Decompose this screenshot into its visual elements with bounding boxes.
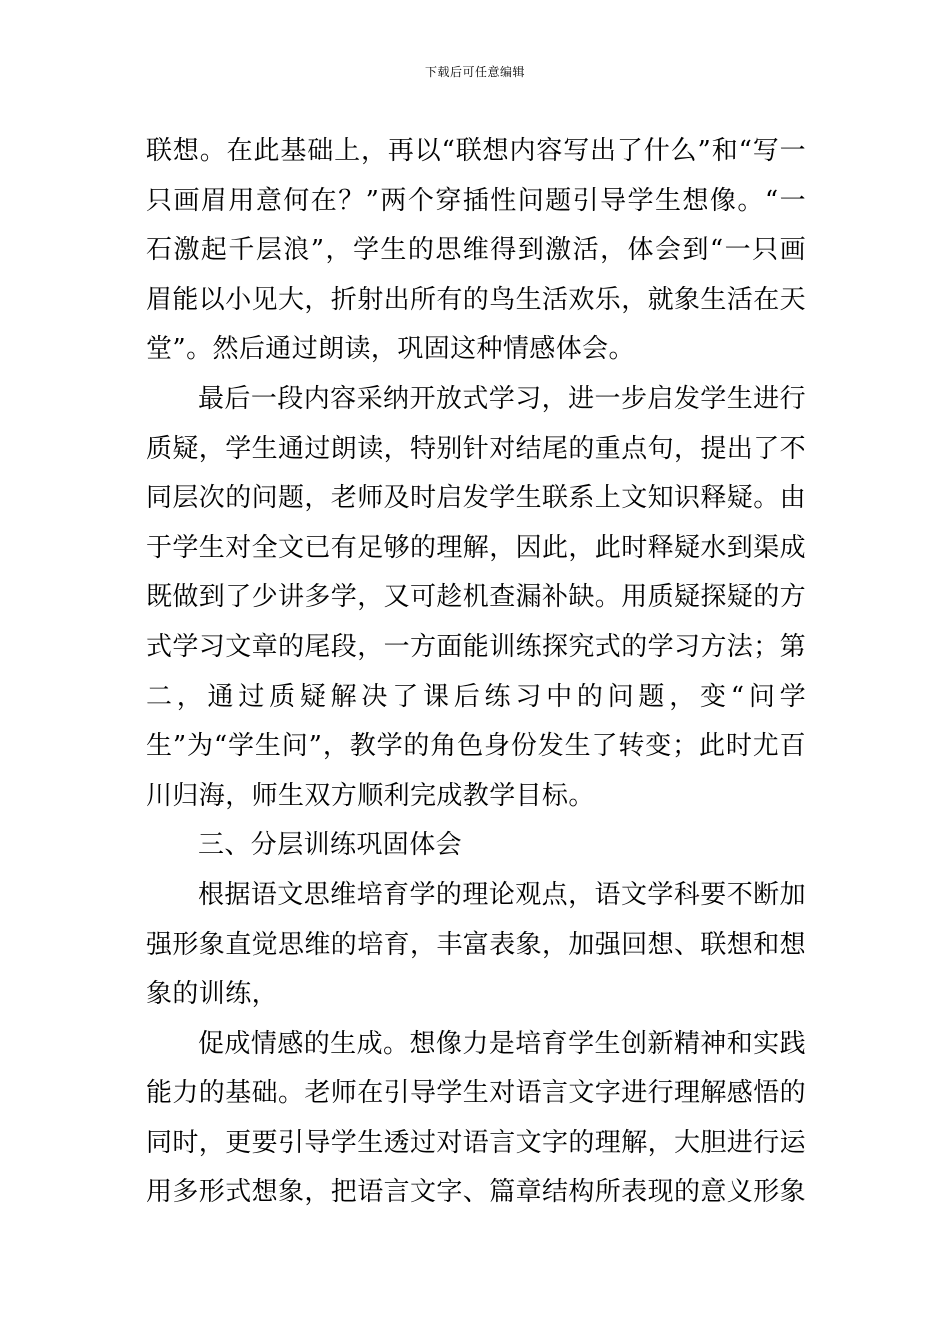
section-heading: 三、分层训练巩固体会 xyxy=(198,830,463,861)
page-header: 下载后可任意编辑 xyxy=(424,65,525,79)
document-body xyxy=(146,127,806,1218)
paragraph-2: 最后一段内容采纳开放式学习，进一步启发学生进行质疑，学生通过朗读，特别针对结尾的重点句，提出了不同层次的问题，老师及时启发学生联系上文知识释疑。由于学生对全文已有足够的理解，因此，此时释疑水到渠成既做到了少讲多学，又可趁机查漏补缺。用质疑探疑的方式学习文章的尾段，一方面能训练探究式的学习方法；第二，通过质疑解决了课后练习中的问题，变“问学生”为“学生问”，教学的角色身份发生了转变；此时尤百川归海，师生双方顺利完成教学目标。 xyxy=(146,383,807,811)
paragraph-4: 促成情感的生成。想像力是培育学生创新精神和实践能力的基础。老师在引导学生对语言文字进行理解感悟的同时，更要引导学生透过对语言文字的理解，大胆进行运用多形式想象，把语言文字、篇章结构所表现的意义形象 xyxy=(146,1028,807,1208)
paragraph-3: 根据语文思维培育学的理论观点，语文学科要不断加强形象直觉思维的培育，丰富表象，加强回想、联想和想象的训练， xyxy=(146,879,807,1010)
paragraph-1: 联想。在此基础上，再以“联想内容写出了什么”和“写一只画眉用意何在？”两个穿插性问题引导学生想像。“一石激起千层浪”，学生的思维得到激活，体会到“一只画眉能以小见大，折射出所有的鸟生活欢乐，就象生活在天堂”。然后通过朗读，巩固这种情感体会。 xyxy=(146,136,807,365)
